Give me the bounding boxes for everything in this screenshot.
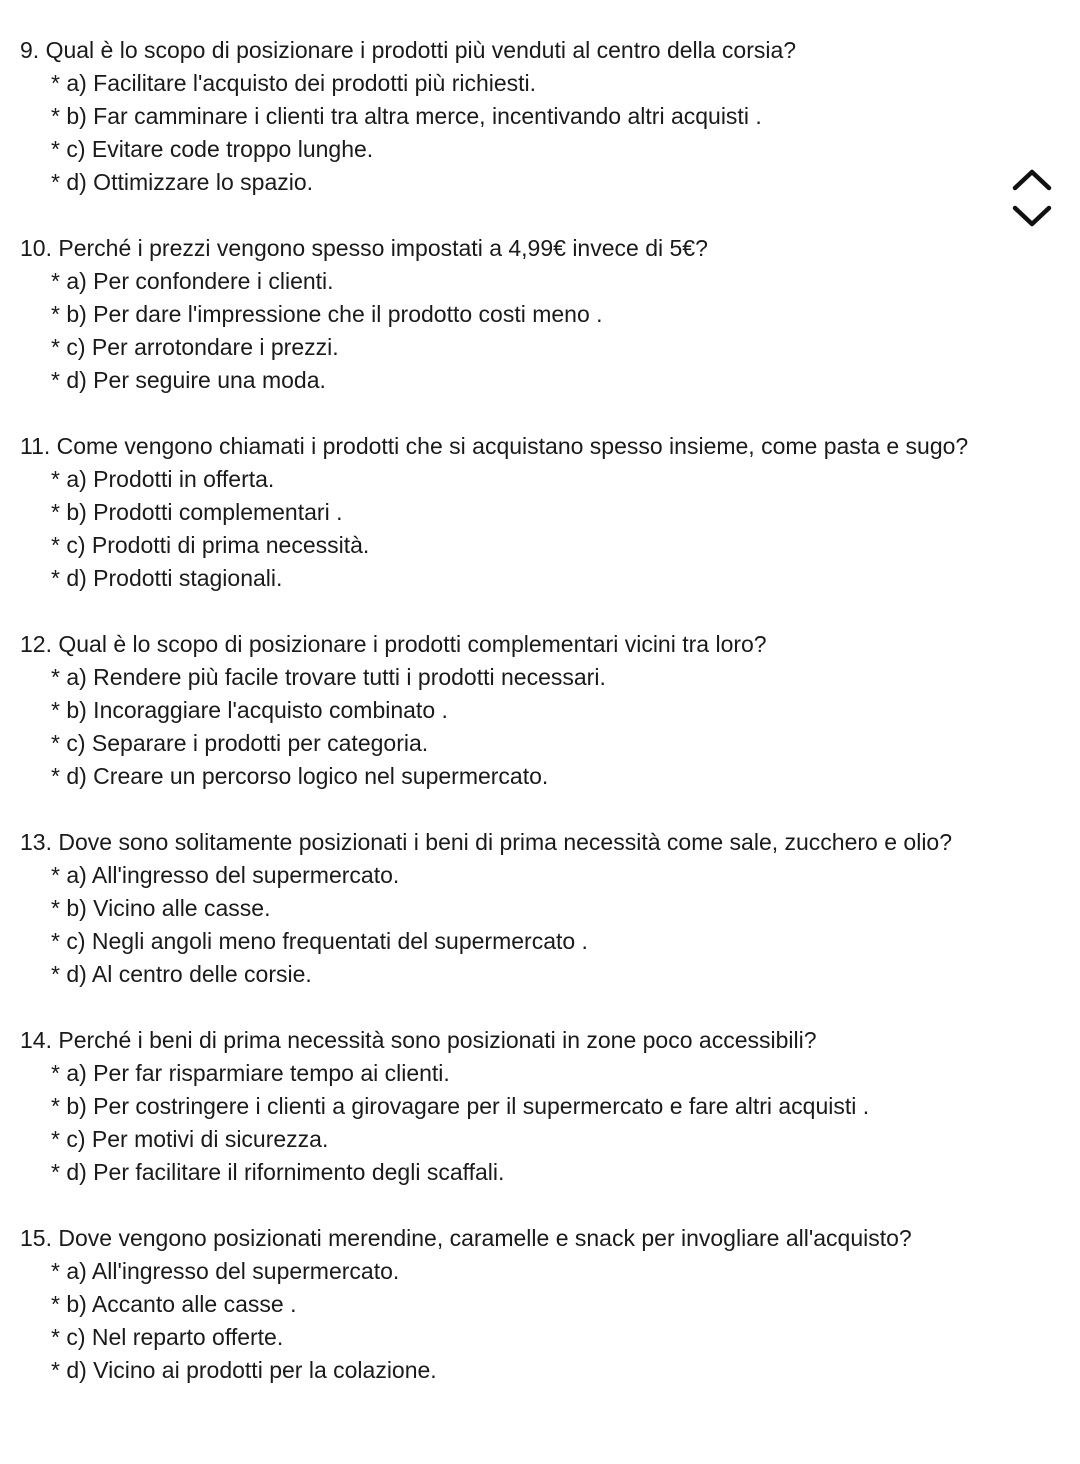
answer-item: * d) Ottimizzare lo spazio. — [51, 169, 314, 195]
answer-item: * b) Vicino alle casse. — [51, 895, 271, 921]
answer-item: * b) Incoraggiare l'acquisto combinato . — [51, 697, 448, 723]
answer-item: * a) Prodotti in offerta. — [51, 466, 275, 492]
answer-item: * b) Accanto alle casse . — [51, 1291, 297, 1317]
answer-item: * d) Al centro delle corsie. — [51, 961, 312, 987]
question-text: 10. Perché i prezzi vengono spesso impostati a 4,99€ invece di 5€? — [20, 235, 708, 261]
answer-list — [20, 463, 1070, 595]
answer-list — [20, 67, 1070, 199]
answer-item: * a) Per far risparmiare tempo ai clienti. — [51, 1060, 450, 1086]
answer-item: * d) Vicino ai prodotti per la colazione. — [51, 1357, 437, 1383]
question-12 — [20, 628, 1070, 793]
question-text: 12. Qual è lo scopo di posizionare i prodotti complementari vicini tra loro? — [20, 631, 767, 657]
answer-item: * c) Per motivi di sicurezza. — [51, 1126, 329, 1152]
question-11 — [20, 430, 1070, 595]
answer-list — [20, 265, 1070, 397]
answer-item: * b) Per costringere i clienti a girovagare per il supermercato e fare altri acquisti . — [51, 1093, 870, 1119]
chevron-down-icon — [1008, 202, 1056, 232]
chevron-up-icon — [1008, 164, 1056, 194]
answer-list — [20, 1057, 1070, 1189]
question-text: 9. Qual è lo scopo di posizionare i prodotti più venduti al centro della corsia? — [20, 37, 797, 63]
quiz-document — [20, 34, 1070, 1420]
previous-button[interactable] — [1008, 164, 1056, 194]
answer-item: * c) Per arrotondare i prezzi. — [51, 334, 339, 360]
answer-item: * a) All'ingresso del supermercato. — [51, 1258, 400, 1284]
question-9 — [20, 34, 1070, 199]
answer-item: * a) Per confondere i clienti. — [51, 268, 334, 294]
answer-item: * a) All'ingresso del supermercato. — [51, 862, 400, 888]
question-text: 11. Come vengono chiamati i prodotti che si acquistano spesso insieme, come pasta e sugo? — [20, 433, 969, 459]
question-15 — [20, 1222, 1070, 1387]
question-text: 13. Dove sono solitamente posizionati i beni di prima necessità come sale, zucchero e olio? — [20, 829, 953, 855]
answer-item: * d) Creare un percorso logico nel supermercato. — [51, 763, 549, 789]
answer-item: * b) Far camminare i clienti tra altra merce, incentivando altri acquisti . — [51, 103, 762, 129]
answer-item: * a) Facilitare l'acquisto dei prodotti più richiesti. — [51, 70, 537, 96]
question-text: 15. Dove vengono posizionati merendine, caramelle e snack per invogliare all'acquisto? — [20, 1225, 912, 1251]
question-10 — [20, 232, 1070, 397]
answer-item: * b) Prodotti complementari . — [51, 499, 343, 525]
answer-list — [20, 1255, 1070, 1387]
answer-list — [20, 859, 1070, 991]
answer-item: * c) Nel reparto offerte. — [51, 1324, 284, 1350]
question-text: 14. Perché i beni di prima necessità sono posizionati in zone poco accessibili? — [20, 1027, 817, 1053]
answer-item: * c) Prodotti di prima necessità. — [51, 532, 370, 558]
answer-item: * c) Separare i prodotti per categoria. — [51, 730, 429, 756]
question-14 — [20, 1024, 1070, 1189]
answer-item: * d) Per facilitare il rifornimento degli scaffali. — [51, 1159, 505, 1185]
answer-list — [20, 661, 1070, 793]
answer-item: * d) Per seguire una moda. — [51, 367, 326, 393]
page-navigation — [1008, 164, 1056, 234]
question-13 — [20, 826, 1070, 991]
answer-item: * c) Negli angoli meno frequentati del supermercato . — [51, 928, 588, 954]
next-button[interactable] — [1008, 202, 1056, 232]
answer-item: * c) Evitare code troppo lunghe. — [51, 136, 374, 162]
answer-item: * a) Rendere più facile trovare tutti i prodotti necessari. — [51, 664, 606, 690]
answer-item: * d) Prodotti stagionali. — [51, 565, 283, 591]
answer-item: * b) Per dare l'impressione che il prodotto costi meno . — [51, 301, 603, 327]
